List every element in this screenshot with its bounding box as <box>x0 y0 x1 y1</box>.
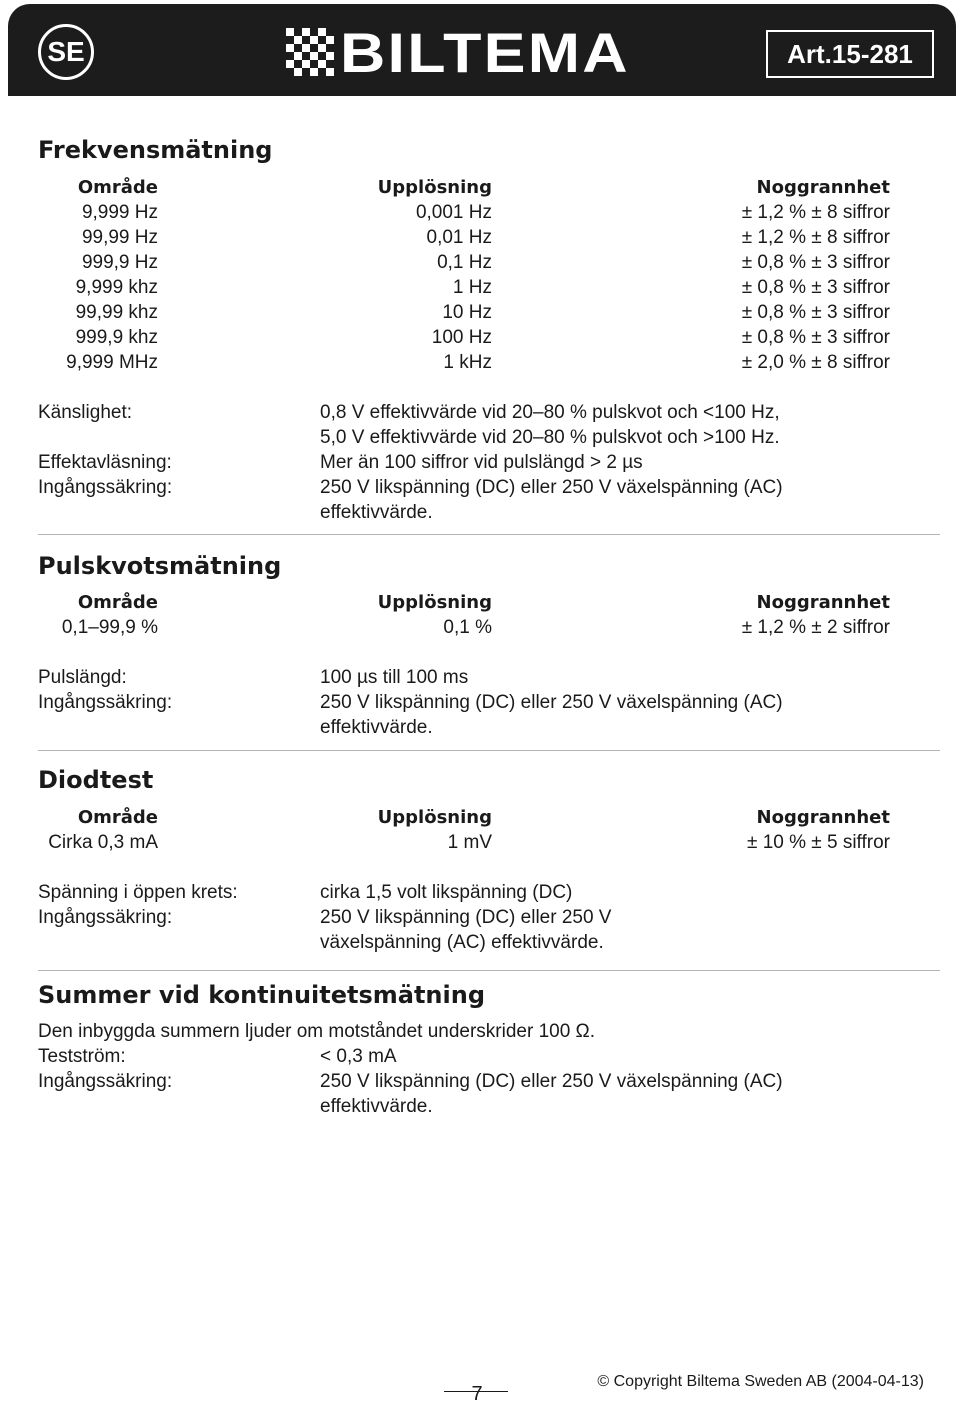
accuracy-cell: ± 2,0 % ± 8 siffror <box>741 352 890 373</box>
copyright-notice: © Copyright Biltema Sweden AB (2004-04-13) <box>597 1373 924 1390</box>
table-row <box>0 300 960 325</box>
section-divider <box>38 970 940 971</box>
input-protection-value: växelspänning (AC) effektivvärde. <box>320 932 604 953</box>
column-header-accuracy: Noggrannhet <box>756 807 890 828</box>
section-title-diode-test: Diodtest <box>38 766 154 794</box>
sensitivity-value: 0,8 V effektivvärde vid 20–80 % pulskvot och <100 Hz, <box>320 402 780 423</box>
range-cell: 99,99 Hz <box>81 227 158 248</box>
resolution-cell: 0,1 Hz <box>437 252 492 273</box>
pulse-length-label: Pulslängd: <box>38 667 127 688</box>
accuracy-cell: ± 1,2 % ± 8 siffror <box>741 227 890 248</box>
table-row <box>0 615 960 640</box>
section-title-duty-cycle: Pulskvotsmätning <box>38 552 282 580</box>
input-protection-value: effektivvärde. <box>320 1096 433 1117</box>
accuracy-cell: ± 0,8 % ± 3 siffror <box>741 277 890 298</box>
table-row <box>0 325 960 350</box>
resolution-cell: 1 Hz <box>452 277 492 298</box>
buzzer-description: Den inbyggda summern ljuder om motståndet underskrider 100 Ω. <box>38 1021 596 1042</box>
input-protection-label: Ingångssäkring: <box>38 907 173 928</box>
table-header <box>0 805 960 830</box>
column-header-range: Område <box>77 807 158 828</box>
column-header-accuracy: Noggrannhet <box>756 177 890 198</box>
brand-logo <box>286 21 691 84</box>
column-header-resolution: Upplösning <box>377 177 492 198</box>
table-row <box>0 830 960 855</box>
range-cell: 99,99 khz <box>75 302 158 323</box>
input-protection-value: 250 V likspänning (DC) eller 250 V <box>320 907 612 928</box>
section-divider <box>38 534 940 535</box>
resolution-cell: 10 Hz <box>442 302 492 323</box>
table-row <box>0 350 960 375</box>
sensitivity-label: Känslighet: <box>38 402 133 423</box>
column-header-accuracy: Noggrannhet <box>756 592 890 613</box>
language-badge: SE <box>38 24 94 80</box>
resolution-cell: 0,01 Hz <box>426 227 492 248</box>
checkered-flag-icon <box>286 28 334 78</box>
range-cell: 9,999 khz <box>75 277 158 298</box>
table-header <box>0 590 960 615</box>
column-header-resolution: Upplösning <box>377 592 492 613</box>
range-cell: 0,1–99,9 % <box>61 617 158 638</box>
accuracy-cell: ± 10 % ± 5 siffror <box>746 832 890 853</box>
page-number: 7 <box>471 1383 483 1405</box>
column-header-resolution: Upplösning <box>377 807 492 828</box>
input-protection-value: 250 V likspänning (DC) eller 250 V växelspänning (AC) <box>320 477 783 498</box>
test-current-label: Testström: <box>38 1046 126 1067</box>
input-protection-value: 250 V likspänning (DC) eller 250 V växelspänning (AC) <box>320 692 783 713</box>
accuracy-cell: ± 1,2 % ± 8 siffror <box>741 202 890 223</box>
open-circuit-voltage-value: cirka 1,5 volt likspänning (DC) <box>320 882 573 903</box>
table-row <box>0 200 960 225</box>
header-bar <box>8 4 956 96</box>
resolution-cell: 0,1 % <box>443 617 492 638</box>
input-protection-label: Ingångssäkring: <box>38 692 173 713</box>
sensitivity-value: 5,0 V effektivvärde vid 20–80 % pulskvot och >100 Hz. <box>320 427 780 448</box>
open-circuit-voltage-label: Spänning i öppen krets: <box>38 882 238 903</box>
section-divider <box>38 750 940 751</box>
input-protection-value: effektivvärde. <box>320 717 433 738</box>
column-header-range: Område <box>77 592 158 613</box>
range-cell: 9,999 MHz <box>66 352 158 373</box>
resolution-cell: 100 Hz <box>431 327 492 348</box>
table-row <box>0 225 960 250</box>
range-cell: Cirka 0,3 mA <box>48 832 158 853</box>
brand-name: BILTEMA <box>340 21 630 84</box>
section-title-continuity-buzzer: Summer vid kontinuitetsmätning <box>38 981 486 1009</box>
accuracy-cell: ± 0,8 % ± 3 siffror <box>741 327 890 348</box>
resolution-cell: 1 kHz <box>443 352 492 373</box>
range-cell: 999,9 khz <box>75 327 158 348</box>
range-cell: 999,9 Hz <box>81 252 158 273</box>
column-header-range: Område <box>77 177 158 198</box>
input-protection-value: 250 V likspänning (DC) eller 250 V växelspänning (AC) <box>320 1071 783 1092</box>
input-protection-label: Ingångssäkring: <box>38 1071 173 1092</box>
reading-label: Effektavläsning: <box>38 452 172 473</box>
section-title-frequency: Frekvensmätning <box>38 136 273 164</box>
pulse-length-value: 100 µs till 100 ms <box>320 667 469 688</box>
input-protection-value: effektivvärde. <box>320 502 433 523</box>
range-cell: 9,999 Hz <box>81 202 158 223</box>
table-row <box>0 275 960 300</box>
resolution-cell: 0,001 Hz <box>415 202 492 223</box>
table-header <box>0 175 960 200</box>
input-protection-label: Ingångssäkring: <box>38 477 173 498</box>
reading-value: Mer än 100 siffror vid pulslängd > 2 µs <box>320 452 643 473</box>
article-number: Art.15-281 <box>766 30 934 78</box>
table-row <box>0 250 960 275</box>
accuracy-cell: ± 0,8 % ± 3 siffror <box>741 252 890 273</box>
resolution-cell: 1 mV <box>447 832 492 853</box>
test-current-value: < 0,3 mA <box>320 1046 397 1067</box>
accuracy-cell: ± 0,8 % ± 3 siffror <box>741 302 890 323</box>
accuracy-cell: ± 1,2 % ± 2 siffror <box>741 617 890 638</box>
